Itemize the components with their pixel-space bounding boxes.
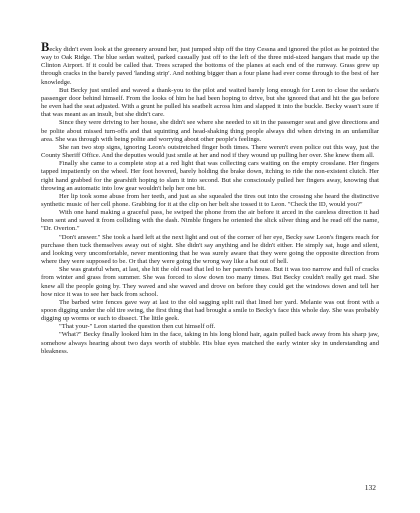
paragraph: Finally she came to a complete stop at a red light that was collecting cars waiting on the empty crosslane. Her fingers tapped impatiently on the wheel. Her foot hovered, barely holding the brake down, itching to ride the non-existent clutch. Her right hand grabbed for the gearshift hoping to slam it into second. But she consciously pulled her fingers away, knowing that throwing an automatic into low gear wouldn't help her one bit. — [41, 160, 379, 192]
paragraph: She was grateful when, at last, she hit the old road that led to her parent's house. But it was too narrow and full of cracks from winter and grass from summer. She was forced to slow down too many times. But Becky couldn't really get mad. She knew all the people going by. They waved and she waved and drove on before they could get the windows down and tell her how nice it was to see her back from school. — [41, 266, 379, 298]
paragraph: "What?" Becky finally looked him in the face, taking in his long blond hair, again pulled back away from his sharp jaw, somehow always hearing about two days worth of stubble. His blue eyes matched the early winter sky in understanding and bleakness. — [41, 331, 379, 355]
paragraph-1 — [41, 40, 379, 87]
body-text — [41, 40, 379, 356]
paragraph: But Becky just smiled and waved a thank-you to the pilot and waited barely long enough for Leon to close the sedan's passenger door behind himself. From the looks of him he had been hoping to drive, but she ignored that and hit the gas before he even had the seat adjusted. With a grunt he pulled his seatbelt across him and slapped it into the buckle. Becky wasn't sure if that was meant as an insult, but she didn't care. — [41, 86, 379, 119]
paragraph: With one hand making a graceful pass, he swiped the phone from the air before it arced in the careless direction it had been sent and saved it from colliding with the dash. Nimble fingers he oriented the slick silver thing and he read off the name, "Dr. Overton." — [41, 209, 379, 233]
paragraph: Her lip took some abuse from her teeth, and just as she squealed the tires out into the crossing she heard the distinctive synthetic music of her cell phone. Grabbing for it at the clip on her belt she tossed it to Leon. "Check the ID, would you?" — [41, 192, 379, 208]
drop-cap: B — [41, 40, 50, 54]
page-number: 132 — [364, 483, 376, 492]
paragraph: The barbed wire fences gave way at last to the old sagging split rail that lined her yard. Melanie was out front with a spoon digging under the old tire swing, the first thing that had brought a smile to Becky's face this whole day. She was probably digging up worms or such to dissect. The little geek. — [41, 298, 379, 323]
paragraph: She ran two stop signs, ignoring Leon's outstretched finger both times. There weren't even police out this way, just the County Sheriff Office. And the deputies would just smile at her and nod if they wound up pulling her over. She knew them all. — [41, 143, 379, 160]
paragraph: "That your-" Leon started the question then cut himself off. — [59, 323, 216, 331]
paragraph: Since they were driving to her house, she didn't see where she needed to sit in the passenger seat and give directions and be polite about missed turn-offs and that squinting and head-shaking thing people always did when driving in an unfamiliar area. She was through with being polite and worrying about other people's feelings. — [41, 119, 379, 143]
paragraph: "Don't answer." She took a hard left at the next light and out of the corner of her eye, Becky saw Leon's fingers reach for purchase then tuck themselves away out of sight. She didn't say anything and he didn't either. He simply sat, huge and silent, and looking very uncomfortable, never mentioning that he was surely aware that they were going the opposite direction from where they were supposed to be. Or that they were going the wrong way like a bat out of hell. — [41, 233, 379, 266]
paragraph-1-text: ecky didn't even look at the greenery around her, just jumped ship off the tiny Cessna and ignored the pilot as he pointed the way to Oak Ridge. The blue sedan waited, parked casually just off to the left of the three mid-sized hangars that made up the Clinton Airport. If it could be called that. Trees scraped the bottoms of the planes at each end of the runway. Grass grew up through cracks in the barely paved 'landing strip'. And nothing bigger than a four plane had ever come through to the best of her knowledge. — [41, 46, 379, 86]
